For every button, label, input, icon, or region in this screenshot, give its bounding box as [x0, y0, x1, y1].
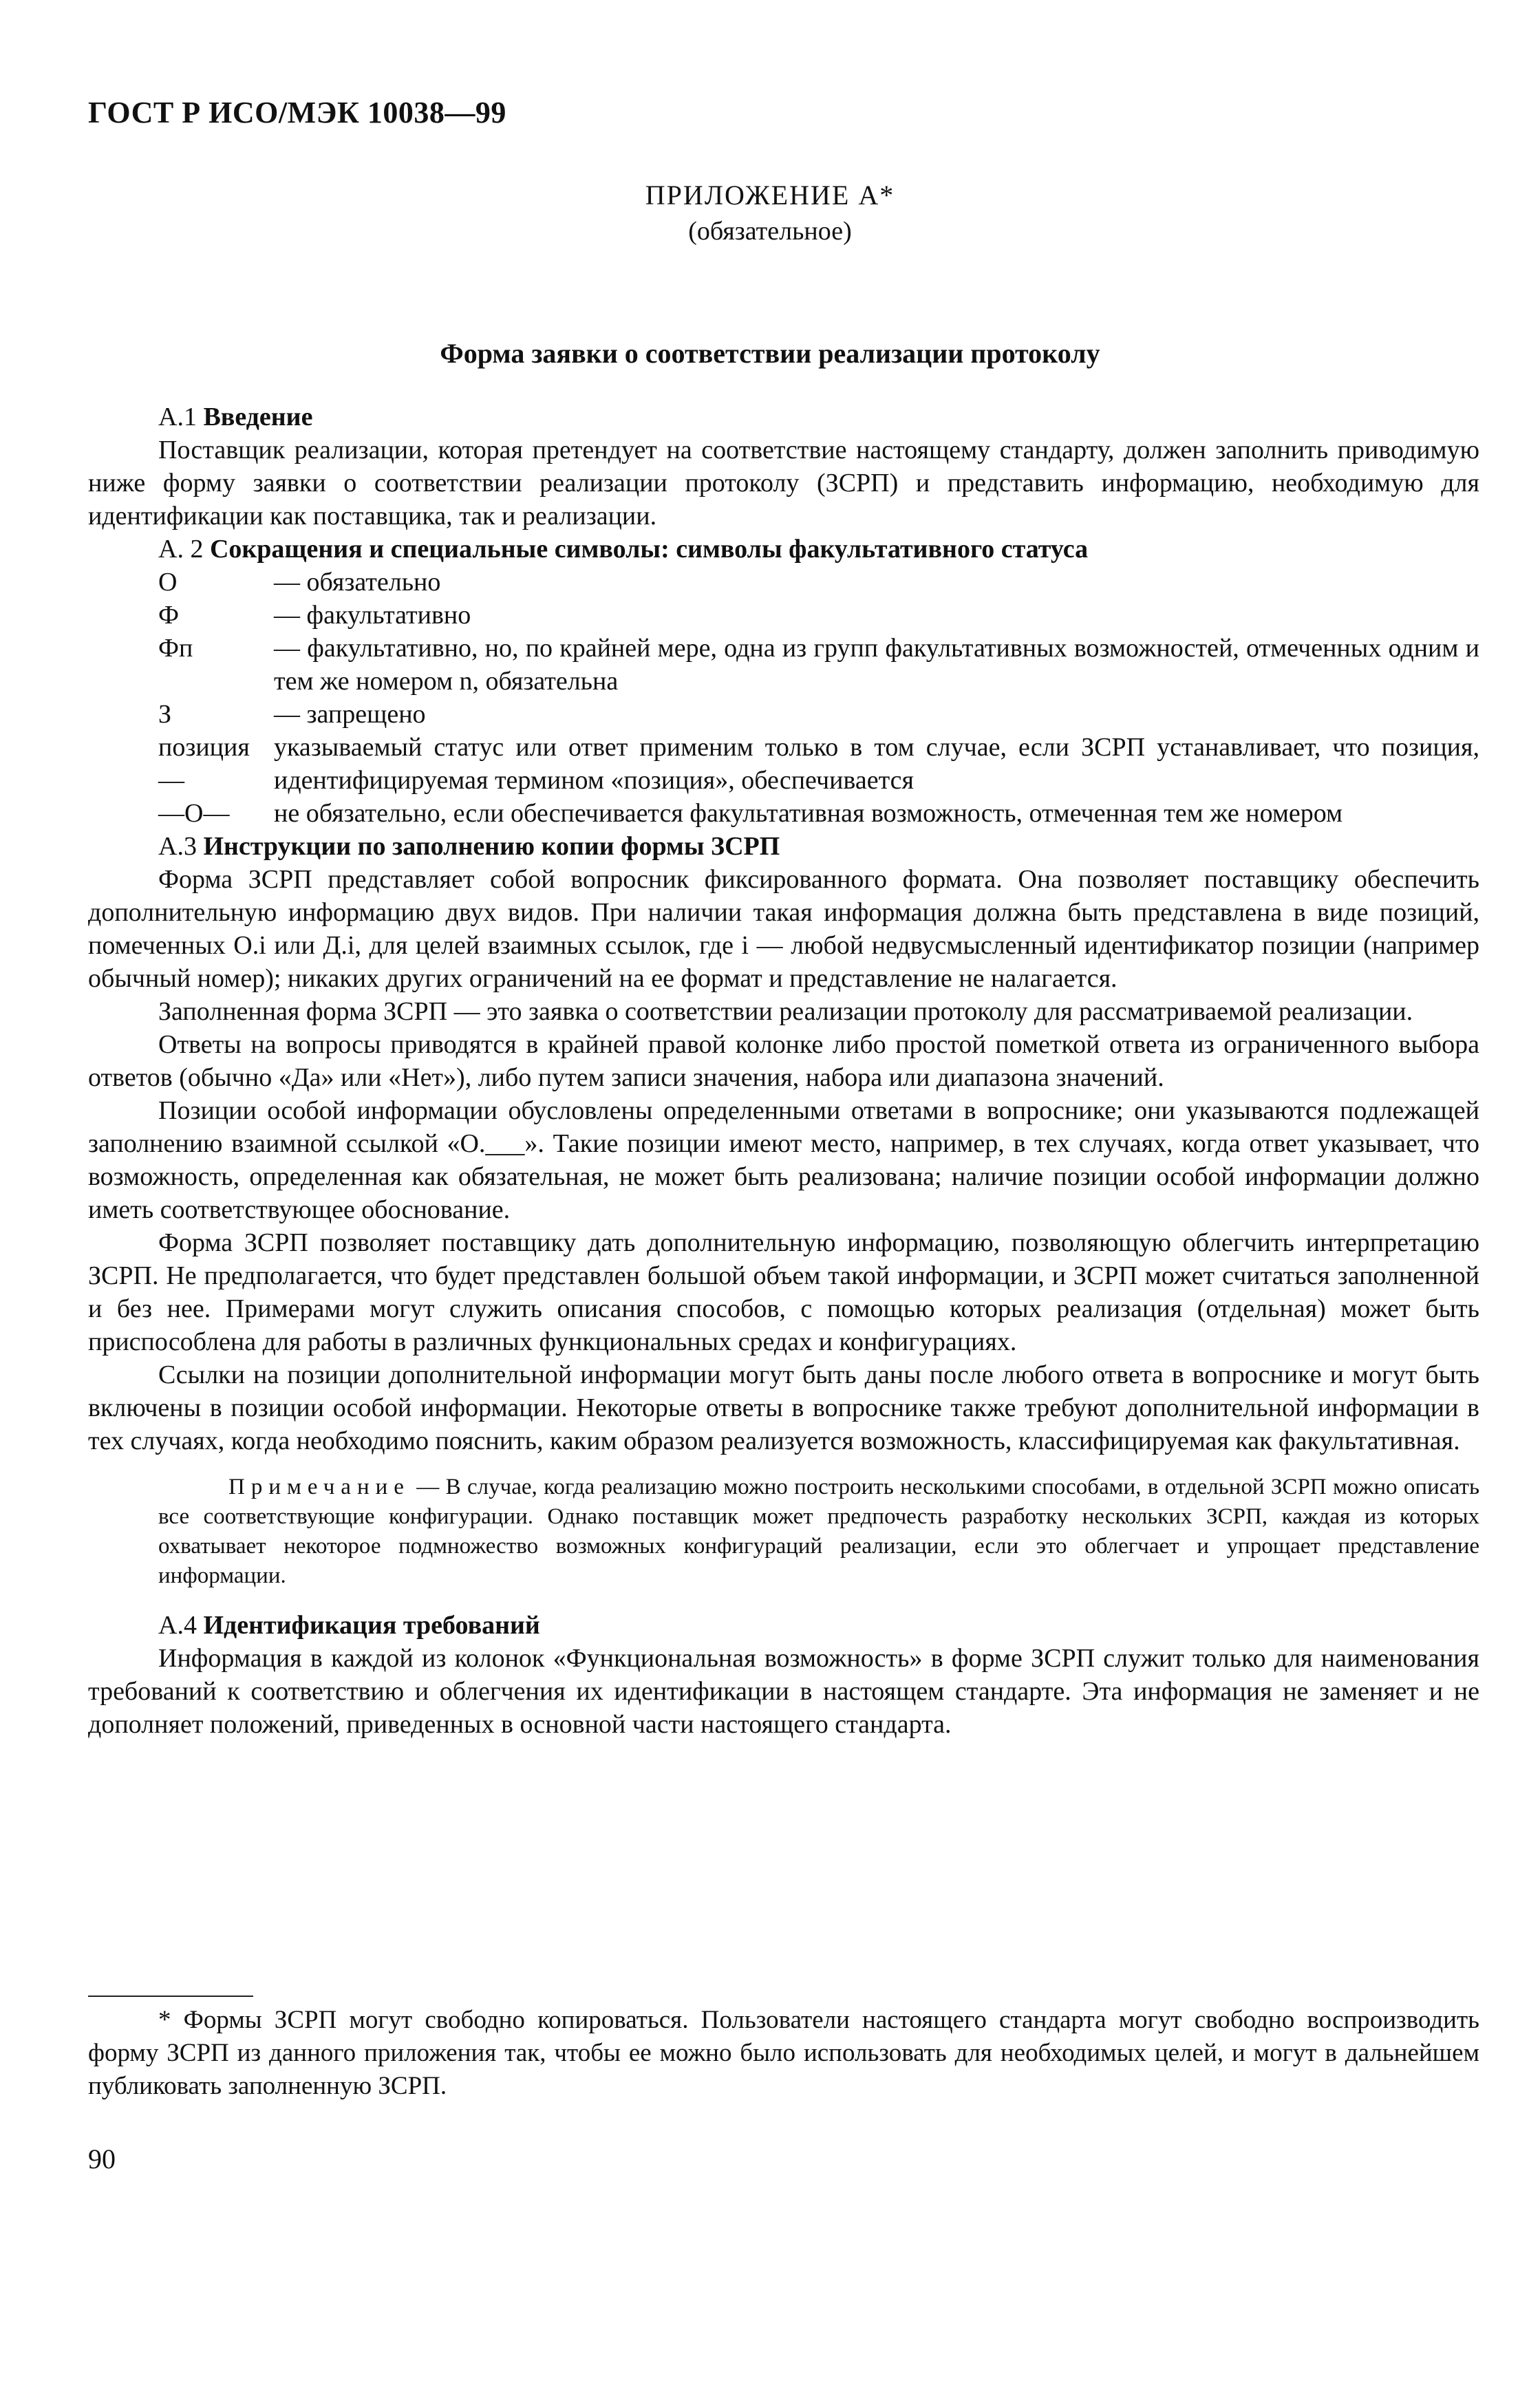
symbol-key: позиция —	[158, 733, 250, 795]
list-item	[158, 797, 1479, 830]
section-a1-text: Поставщик реализации, которая претендует на соответствие настоящему стандарту, должен заполнить приводимую ниже форму заявки о соответствии реализации протоколу (ЗСРП) и представить информацию, необходимую для идентификации как поставщика, так и реализации.	[88, 436, 1479, 531]
status-symbols-list	[158, 566, 1479, 830]
note	[158, 1473, 1479, 1591]
section-a4-heading	[158, 1609, 1479, 1642]
footnote	[88, 2004, 1479, 2103]
document-body	[88, 400, 1480, 1741]
paragraph: Ответы на вопросы приводятся в крайней правой колонке либо простой пометкой ответа из ограниченного выбора ответов (обычно «Да» или «Нет»), либо путем записи значения, набора или диапазона значений.	[88, 1030, 1479, 1092]
paragraph: Форма ЗСРП представляет собой вопросник фиксированного формата. Она позволяет поставщику обеспечить дополнительную информацию двух видов. При наличии такая информация должна быть представлена в виде позиций, помеченных О.i или Д.i, для целей взаимных ссылок, где i — любой недвусмысленный идентификатор позиции (например обычный номер); никаких других ограничений на ее формат и представление не налагается.	[88, 865, 1479, 993]
symbol-value: — факультативно	[274, 601, 471, 630]
symbol-value: указываемый статус или ответ применим только в том случае, если ЗСРП устанавливает, что позиция, идентифицируемая термином «позиция», обеспечивается	[274, 733, 1479, 795]
page-number: 90	[88, 2143, 116, 2174]
symbol-value: — факультативно, но, по крайней мере, одна из групп факультативных возможностей, отмеченных одним и тем же номером n, обязательна	[274, 634, 1479, 696]
appendix-heading	[0, 178, 1540, 249]
symbol-key: Фп	[158, 634, 193, 663]
appendix-status: (обязательное)	[688, 217, 852, 246]
symbol-key: Ф	[158, 601, 180, 630]
section-title: Инструкции по заполнению копии формы ЗСРП	[203, 832, 780, 861]
section-a4-text: Информация в каждой из колонок «Функциональная возможность» в форме ЗСРП служит только для наименования требований к соответствию и облегчения их идентификации в настоящем стандарте. Эта информация не заменяет и не дополняет положений, приведенных в основной части настоящего стандарта.	[88, 1644, 1479, 1739]
paragraph: Ссылки на позиции дополнительной информации могут быть даны после любого ответа в вопроснике и могут быть включены в позиции особой информации. Некоторые ответы в вопроснике также требуют дополнительной информации в тех случаях, когда необходимо пояснить, каким образом реализуется возможность, классифицируемая как факультативная.	[88, 1360, 1479, 1455]
appendix-title: ПРИЛОЖЕНИЕ А*	[645, 180, 895, 211]
list-item	[158, 731, 1479, 797]
section-number: А.1	[158, 403, 197, 431]
symbol-value: не обязательно, если обеспечивается факультативная возможность, отмеченная тем же номером	[274, 799, 1343, 828]
symbol-key: З	[158, 700, 172, 729]
section-title: Идентификация требований	[203, 1611, 540, 1640]
list-item	[158, 698, 1479, 731]
section-title: Сокращения и специальные символы: символы факультативного статуса	[209, 535, 1089, 564]
section-title: Введение	[203, 403, 313, 431]
list-item	[158, 632, 1479, 698]
footnote-divider	[88, 1996, 253, 1997]
list-item	[158, 566, 1479, 599]
section-a3-heading	[158, 830, 1479, 863]
section-number: А.4	[158, 1611, 197, 1640]
list-item	[158, 599, 1479, 632]
note-text: — В случае, когда реализацию можно построить несколькими способами, в отдельной ЗСРП можно описать все соответствующие конфигурации. Однако поставщик может предпочесть разработку нескольких ЗСРП, каждая из которых охватывает некоторое подмножество возможных конфигураций реализации, если это облегчает и упрощает представление информации.	[158, 1475, 1480, 1588]
standard-header: ГОСТ Р ИСО/МЭК 10038—99	[88, 96, 506, 129]
symbol-value: — запрещено	[274, 700, 426, 729]
section-number: А.3	[158, 832, 197, 861]
section-a1-heading	[158, 400, 1479, 434]
note-label: Примечание	[228, 1475, 410, 1499]
paragraph: Форма ЗСРП позволяет поставщику дать дополнительную информацию, позволяющую облегчить интерпретацию ЗСРП. Не предполагается, что будет представлен большой объем такой информации, и ЗСРП может считаться заполненной и без нее. Примерами могут служить описания способов, с помощью которых реализация (отдельная) может быть приспособлена для работы в различных функциональных средах и конфигурациях.	[88, 1228, 1479, 1356]
document-title: Форма заявки о соответствии реализации протоколу	[440, 338, 1100, 369]
section-number: А. 2	[158, 535, 204, 564]
footnote-text: * Формы ЗСРП могут свободно копироваться. Пользователи настоящего стандарта могут свободно воспроизводить форму ЗСРП из данного приложения так, чтобы ее можно было использовать для необходимых целей, и могут в дальнейшем публиковать заполненную ЗСРП.	[88, 2006, 1479, 2100]
section-a2-heading	[158, 533, 1479, 566]
symbol-key: О	[158, 568, 178, 597]
paragraph: Позиции особой информации обусловлены определенными ответами в вопроснике; они указываются подлежащей заполнению взаимной ссылкой «О.___». Такие позиции имеют место, например, в тех случаях, когда ответ указывает, что возможность, определенная как обязательная, не может быть реализована; наличие позиции особой информации должно иметь соответствующее обоснование.	[88, 1096, 1479, 1224]
paragraph: Заполненная форма ЗСРП — это заявка о соответствии реализации протоколу для рассматриваемой реализации.	[158, 997, 1413, 1026]
symbol-key: —О—	[158, 799, 230, 828]
symbol-value: — обязательно	[274, 568, 441, 597]
